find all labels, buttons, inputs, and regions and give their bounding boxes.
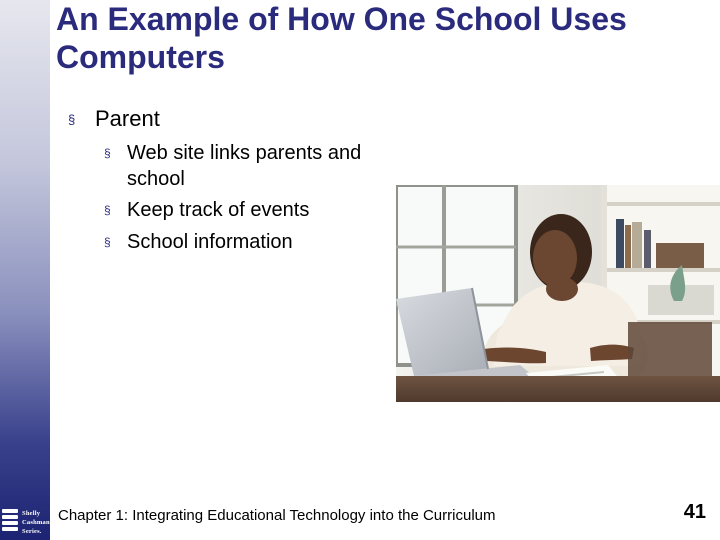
bullet-text: School information bbox=[127, 231, 293, 253]
logo-line-2: Cashman bbox=[22, 519, 50, 526]
bullet-parent bbox=[68, 106, 160, 132]
bullet-text: Web site links parents and school bbox=[127, 142, 362, 190]
bullet-marker-icon: § bbox=[104, 203, 111, 217]
logo-mark-icon bbox=[2, 509, 18, 537]
bullet-marker-icon: § bbox=[104, 235, 111, 249]
bullet-marker-icon: § bbox=[68, 112, 76, 127]
bullet-events bbox=[104, 197, 367, 223]
bullet-text: Keep track of events bbox=[127, 199, 310, 221]
photo-illustration bbox=[396, 185, 720, 402]
logo-text bbox=[22, 509, 50, 536]
bullet-marker-icon: § bbox=[104, 146, 111, 160]
logo-line-3: Series. bbox=[22, 528, 42, 535]
bullet-text: Parent bbox=[95, 106, 160, 131]
woman-laptop-photo bbox=[396, 185, 720, 402]
page-number: 41 bbox=[683, 501, 706, 523]
footer-text: Chapter 1: Integrating Educational Technology into the Curriculum bbox=[58, 507, 496, 524]
logo-line-1: Shelly bbox=[22, 510, 41, 517]
bullet-web-site bbox=[104, 140, 367, 192]
slide-title: An Example of How One School Uses Computers bbox=[56, 1, 627, 75]
bullet-school-info bbox=[104, 229, 367, 255]
publisher-logo bbox=[0, 506, 50, 540]
sidebar-gradient bbox=[0, 0, 50, 540]
